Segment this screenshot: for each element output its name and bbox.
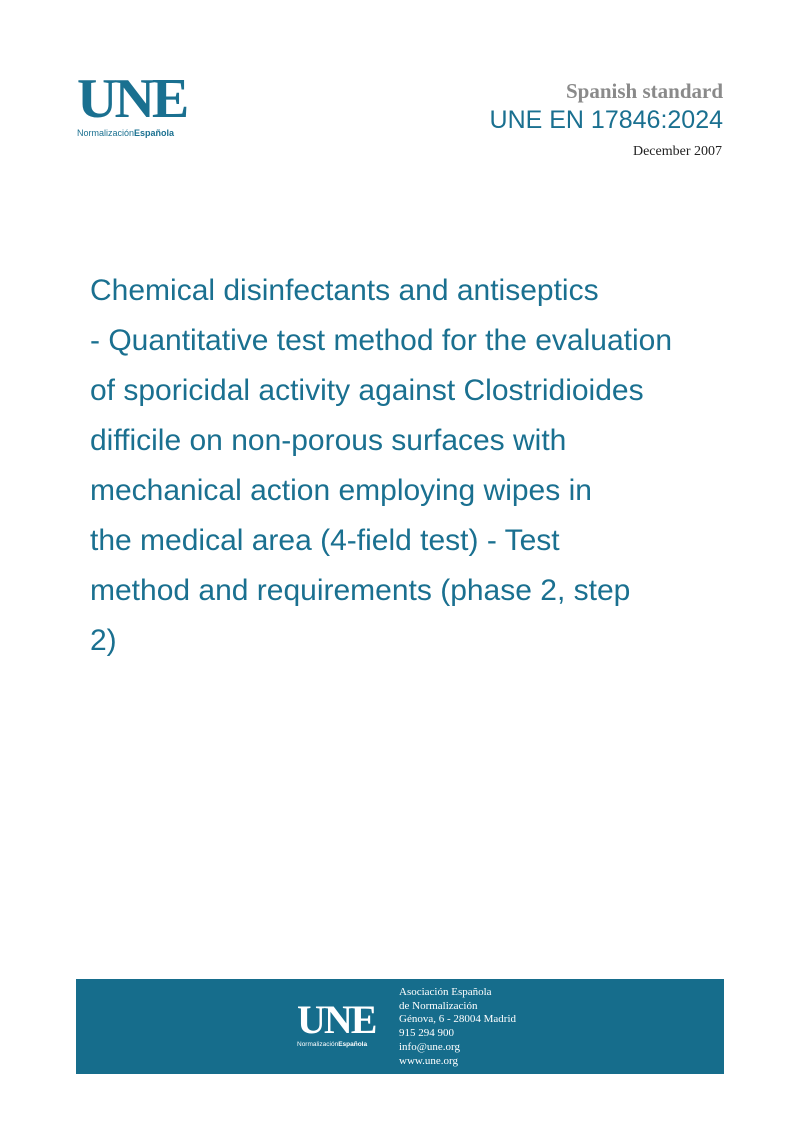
footer-email: info@une.org [399,1040,460,1053]
footer-logo-mark: UNE [297,997,376,1042]
footer-org-name-2: de Normalización [399,999,478,1012]
standard-code: UNE EN 17846:2024 [489,106,723,134]
footer-logo-sub-bold: Española [338,1041,368,1048]
standard-header [490,78,723,164]
document-title [90,266,750,666]
standard-label: Spanish standard [566,79,723,103]
footer-banner [76,979,724,1074]
logo-sub-regular: Normalización [77,128,135,138]
title-line: difficile on non-porous surfaces with [90,424,567,457]
footer-logo-subtitle [297,1041,375,1048]
logo-sub-bold: Española [134,128,175,138]
title-line: the medical area (4-field test) - Test [90,524,560,557]
footer-une-logo [297,997,376,1048]
une-logo [77,68,197,138]
standard-date: December 2007 [632,144,722,159]
footer-logo-sub-regular: Normalización [297,1041,339,1048]
footer-org-name: Asociación Española [399,986,492,998]
title-line: 2) [90,624,117,657]
title-line: - Quantitative test method for the evaluation [90,324,672,357]
title-line: of sporicidal activity against Clostridioides [90,374,644,407]
une-logo-mark: UNE [77,68,187,130]
title-line: method and requirements (phase 2, step [90,574,631,607]
title-line: mechanical action employing wipes in [90,474,592,507]
footer-contact-info [399,986,516,1068]
title-line: Chemical disinfectants and antiseptics [90,274,599,307]
footer-address: Génova, 6 - 28004 Madrid [399,1013,517,1026]
footer-phone: 915 294 900 [399,1027,454,1040]
footer-website: www.une.org [399,1054,458,1067]
